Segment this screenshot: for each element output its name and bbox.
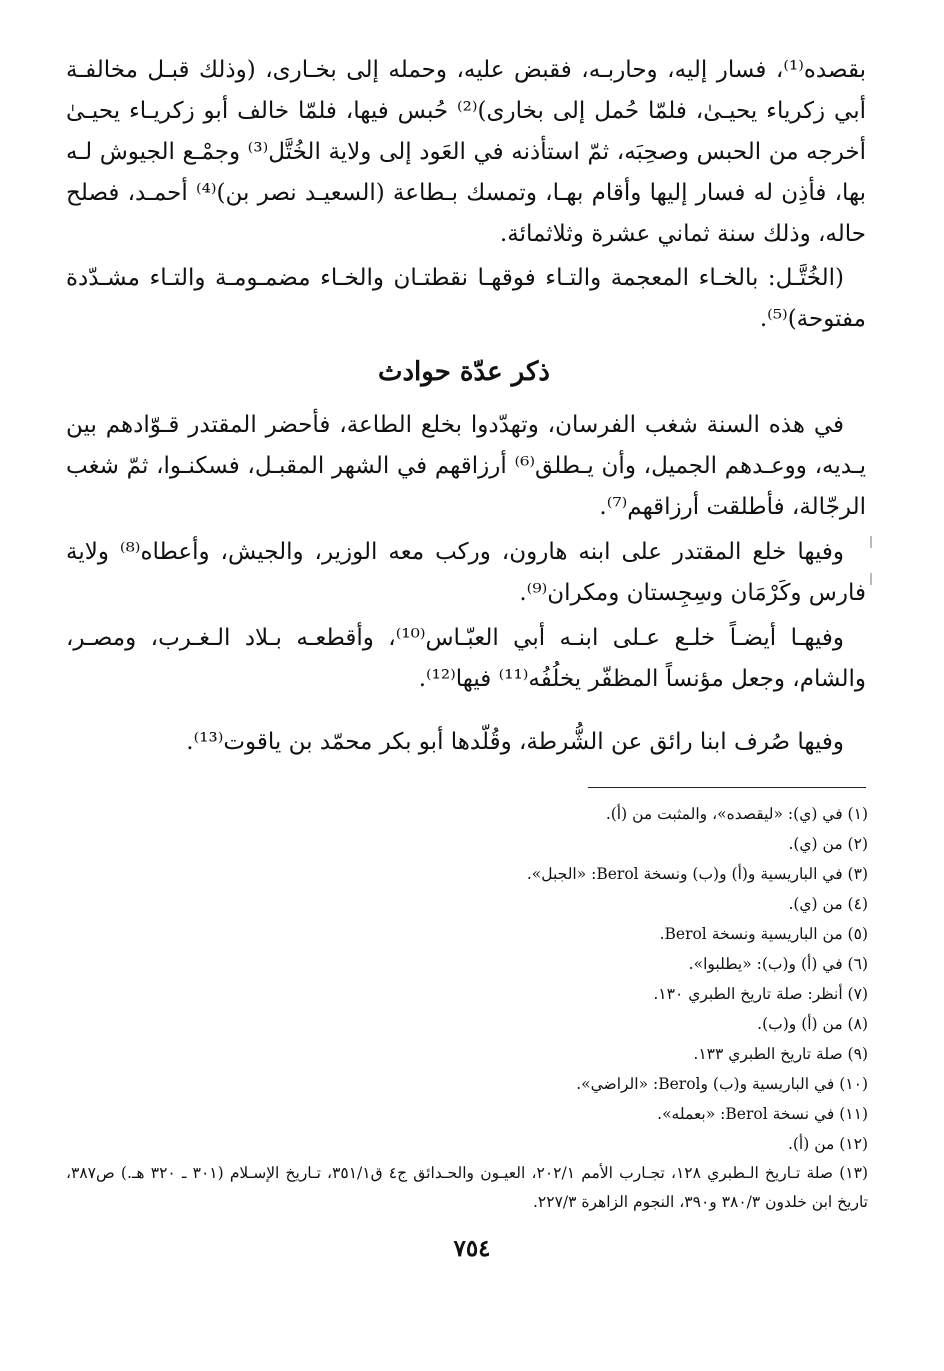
body-paragraph-5: وفيهـا أيضـاً خلـع عـلى ابنـه أبي العبّـاس⁽¹⁰⁾، وأقطعـه بـلاد الـغـرب، ومصـر، والشام، وجعل مؤنساً المظفّر يخلُفُه⁽¹¹⁾ فيها⁽¹²⁾. xyxy=(66,625,866,692)
footnote-separator xyxy=(588,787,866,788)
footnote-item: (١١) في نسخة Berol: «بعمله». xyxy=(657,1105,868,1123)
body-paragraph-2-definition: (الخُتَّـل: بالخـاء المعجمة والتـاء فوقهـا نقطتـان والخـاء مضمـومـة والتـاء مشـدّدة مفتوحة)⁽⁵⁾. xyxy=(66,265,866,332)
margin-mark xyxy=(870,573,872,585)
body-paragraph-1: بقصده⁽¹⁾، فسار إليه، وحاربـه، فقبض عليه، وحمله إلى بخـارى، (وذلك قبـل مخالفـة أبي زكرياء يحيـىٰ، فلمّا حُمل إلى بخارى)⁽²⁾ حُبس فيها، فلمّا خالف أبو زكريـاء يحيـىٰ أخرجه من الحبس وصحِبَه، ثمّ استأذنه في العَود إلى ولاية الخُتَّل⁽³⁾ وجمْـع الجيوش لـه بها، فأذِن له فسار إليها وأقام بهـا، وتمسك بـطاعة (السعيـد نصر بن)⁽⁴⁾ أحمـد، فصلح حاله، وذلك سنة ثماني عشرة وثلاثمائة. xyxy=(66,57,867,247)
footnote-item: (٣) في الباريسية و(أ) و(ب) ونسخة Berol: «الجبل». xyxy=(526,865,868,883)
footnote-item: (٥) من الباريسية ونسخة Berol. xyxy=(659,925,868,943)
section-heading: ذكر عدّة حوادث xyxy=(378,357,550,387)
footnote-item: (٨) من (أ) و(ب). xyxy=(757,1015,868,1033)
footnote-item: (٢) من (ي). xyxy=(788,835,868,853)
margin-mark xyxy=(870,536,872,548)
footnote-item: (١٠) في الباريسية و(ب) وBerol: «الراضي». xyxy=(576,1075,868,1093)
body-paragraph-6: وفيها صُرف ابنا رائق عن الشُّرطة، وقُلّدها أبو بكر محمّد بن ياقوت⁽¹³⁾. xyxy=(186,729,844,755)
footnote-item: (١٣) صلة تـاريخ الـطبري ١٢٨، تجـارب الأمم ٢٠٢/١، العيـون والحـدائق ج٤ ق٣٥١/١، تـاريخ الإسـلام (٣٠١ ـ ٣٢٠ هـ.) ص٣٨٧، تاريخ ابن خلدون ٣٨٠/٣ و٣٩٠، النجوم الزاهرة ٢٢٧/٣. xyxy=(66,1164,868,1211)
footnote-item: (٦) في (أ) و(ب): «يطلبوا». xyxy=(688,955,868,973)
footnote-item: (١٢) من (أ). xyxy=(787,1135,868,1153)
body-paragraph-3: في هذه السنة شغب الفرسان، وتهدّدوا بخلع الطاعة، فأحضر المقتدر قـوّادهم بين يـديه، ووعـدهم الجميل، وأن يـطلق⁽⁶⁾ أرزاقهم في الشهر المقبـل، فسكنـوا، ثمّ شغب الرجّالة، فأطلقت أرزاقهم⁽⁷⁾. xyxy=(66,412,866,520)
footnote-item: (١) في (ي): «ليقصده»، والمثبت من (أ). xyxy=(605,805,868,823)
footnote-item: (٩) صلة تاريخ الطبري ١٣٣. xyxy=(693,1045,868,1063)
body-paragraph-4: وفيها خلع المقتدر على ابنه هارون، وركب معه الوزير، والجيش، وأعطاه⁽⁸⁾ ولاية فارس وكَرْمَان وسِجِستان ومكران⁽⁹⁾. xyxy=(66,539,866,606)
page-number: ٧٥٤ xyxy=(453,1235,491,1262)
footnote-item: (٧) أنظر: صلة تاريخ الطبري ١٣٠. xyxy=(653,985,868,1003)
footnote-item: (٤) من (ي). xyxy=(788,895,868,913)
footnotes-list xyxy=(66,799,868,1217)
